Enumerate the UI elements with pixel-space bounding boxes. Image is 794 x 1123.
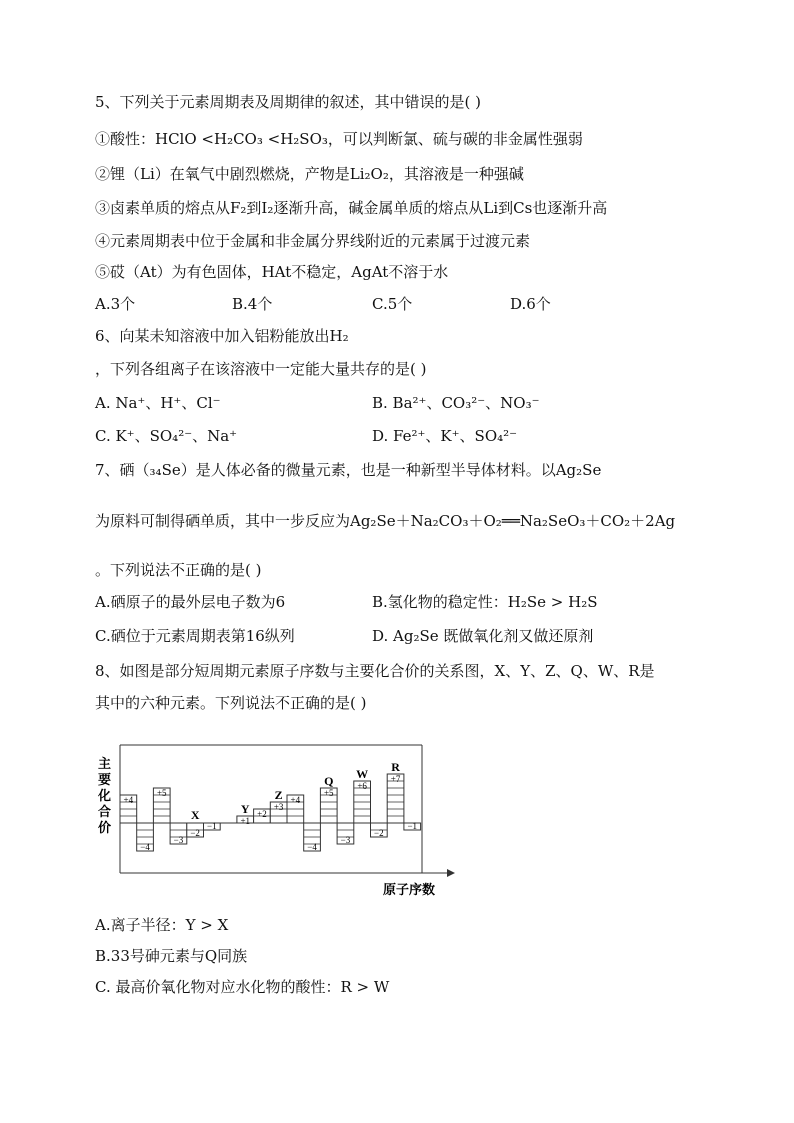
q7-stem-line1: 7、硒（₃₄Se）是人体必备的微量元素，也是一种新型半导体材料。以Ag₂Se: [95, 461, 602, 479]
q5-statement-2: ②锂（Li）在氧气中剧烈燃烧，产物是Li₂O₂，其溶液是一种强碱: [95, 165, 524, 183]
element-label: R: [391, 760, 400, 774]
bar-value-label: −1: [207, 821, 217, 831]
q8-stem-line1: 8、如图是部分短周期元素原子序数与主要化合价的关系图，X、Y、Z、Q、W、R是: [95, 662, 655, 680]
bar-value-label: +1: [240, 816, 251, 826]
q5-option-c: C.5个: [372, 295, 413, 313]
q8-option-b: B.33号砷元素与Q同族: [95, 947, 248, 965]
q5-statement-3: ③卤素单质的熔点从F₂到I₂逐渐升高，碱金属单质的熔点从Li到Cs也逐渐升高: [95, 199, 608, 217]
bar-value-label: −4: [307, 842, 317, 852]
element-label: X: [190, 808, 200, 822]
bar-value-label: +4: [290, 795, 301, 805]
q5-option-d: D.6个: [510, 295, 551, 313]
q7-option-b: B.氢化物的稳定性：H₂Se > H₂S: [372, 593, 598, 611]
q7-option-d: D. Ag₂Se 既做氧化剂又做还原剂: [372, 627, 594, 645]
element-label: Z: [274, 788, 283, 802]
q5-statement-1: ①酸性：HClO <H₂CO₃ <H₂SO₃，可以判断氯、硫与碳的非金属性强弱: [95, 130, 583, 148]
q5-statement-4: ④元素周期表中位于金属和非金属分界线附近的元素属于过渡元素: [95, 232, 531, 250]
q7-option-a: A.硒原子的最外层电子数为6: [95, 593, 286, 611]
bar-value-label: +7: [390, 774, 401, 784]
element-label: Q: [324, 774, 334, 788]
valence-chart: [95, 740, 455, 900]
q5-option-a: A.3个: [95, 295, 136, 313]
bar-value-label: +3: [273, 802, 284, 812]
x-axis-arrow: [447, 869, 455, 877]
q8-stem-line2: 其中的六种元素。下列说法不正确的是( ): [95, 694, 367, 712]
bar-value-label: +4: [123, 795, 134, 805]
bar-value-label: −2: [374, 828, 384, 838]
q6-option-d: D. Fe²⁺、K⁺、SO₄²⁻: [372, 427, 518, 445]
q6-option-c: C. K⁺、SO₄²⁻、Na⁺: [95, 427, 238, 445]
x-axis-label: 原子序数: [383, 882, 436, 897]
bar-value-label: +6: [357, 781, 367, 791]
q8-option-a: A.离子半径：Y > X: [95, 916, 229, 934]
element-label: W: [356, 767, 369, 781]
element-label: Y: [240, 802, 250, 816]
q5-stem: 5、下列关于元素周期表及周期律的叙述，其中错误的是( ): [95, 93, 482, 111]
bar-value-label: +5: [156, 788, 167, 798]
bar-value-label: −4: [140, 842, 150, 852]
q6-stem-line2: ，下列各组离子在该溶液中一定能大量共存的是( ): [95, 360, 427, 378]
q5-statement-5: ⑤砹（At）为有色固体，HAt不稳定，AgAt不溶于水: [95, 263, 449, 281]
bar-value-label: −3: [173, 835, 184, 845]
q6-stem-line1: 6、向某未知溶液中加入铝粉能放出H₂: [95, 327, 349, 345]
bar-value-label: −3: [340, 835, 351, 845]
bar-value-label: +5: [323, 788, 334, 798]
q7-stem-line2: 为原料可制得硒单质，其中一步反应为Ag₂Se＋Na₂CO₃＋O₂══Na₂SeO₃＋CO₂＋2Ag: [95, 512, 676, 530]
q6-option-b: B. Ba²⁺、CO₃²⁻、NO₃⁻: [372, 394, 540, 412]
bar-value-label: −2: [190, 828, 200, 838]
q5-option-b: B.4个: [232, 295, 273, 313]
q8-option-c: C. 最高价氧化物对应水化物的酸性：R > W: [95, 978, 390, 996]
q6-option-a: A. Na⁺、H⁺、Cl⁻: [95, 394, 221, 412]
q7-stem-line3: 。下列说法不正确的是( ): [95, 561, 262, 579]
bar-value-label: +2: [257, 809, 267, 819]
q7-option-c: C.硒位于元素周期表第16纵列: [95, 627, 295, 645]
y-axis-label: 主要化合价: [98, 756, 112, 835]
bar-value-label: −1: [407, 821, 418, 831]
